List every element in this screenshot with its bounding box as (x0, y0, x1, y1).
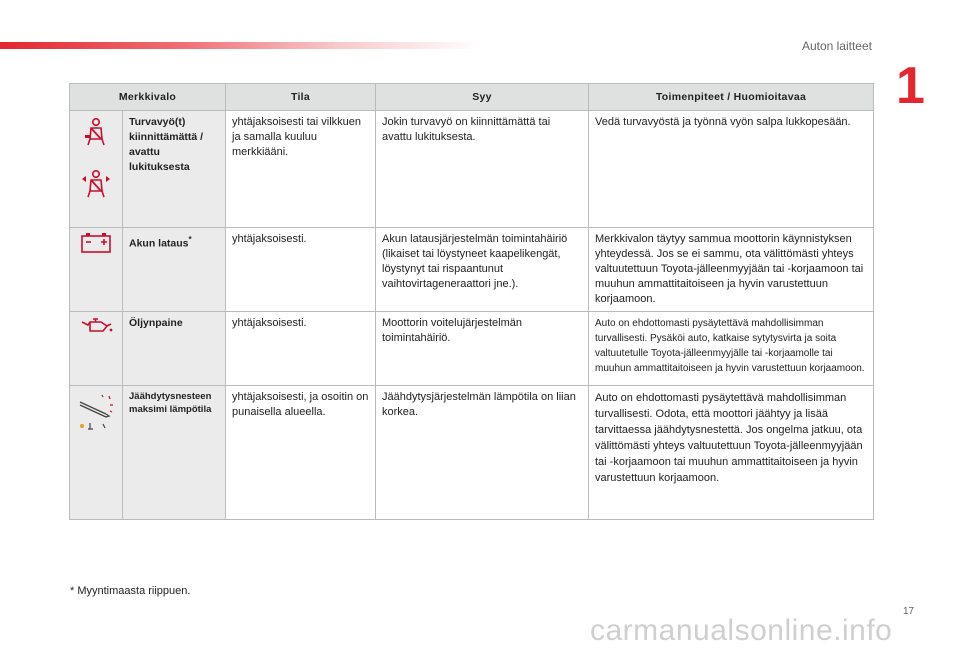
section-title: Auton laitteet (801, 39, 872, 53)
action-cell: Merkkivalon täytyy sammua moottorin käynnistyksen yhteydessä. Jos se ei sammu, ota välittömästi yhteys valtuutettuun Toyota-jälleenmyyjään tai -korjaamoon tai muuhun ammattitaitoiseen ja hyvin varustettuun korjaamoon. (589, 228, 874, 312)
cause-cell: Jokin turvavyö on kiinnittämättä tai avattu lukituksesta. (376, 111, 589, 228)
action-cell: Vedä turvavyöstä ja työnnä vyön salpa lukkopesään. (589, 111, 874, 228)
warning-lights-table (69, 83, 874, 520)
action-cell: Auto on ehdottomasti pysäytettävä mahdollisimman turvallisesti. Odota, että moottori jäähtyy ja lisää tarvittaessa jäähdytysnestettä. Jos ongelma jatkuu, ota välittömästi yhteys valtuutettuun Toyota-jälleenmyyjään tai -korjaamoon tai muuhun ammattitaitoiseen ja hyvin varustettuun korjaamoon. (589, 386, 874, 520)
action-cell: Auto on ehdottomasti pysäytettävä mahdollisimman turvallisesti. Pysäköi auto, katkaise sytytysvirta ja soita valtuutetulle Toyota-jälleenmyyjälle tai -korjaamolle tai muuhun ammattitaitoiseen ja hyvin varustettuun korjaamoon. (589, 312, 874, 386)
state-cell: yhtäjaksoisesti, ja osoitin on punaisella alueella. (226, 386, 376, 520)
warning-name-cell (123, 228, 226, 312)
state-cell: yhtäjaksoisesti. (226, 228, 376, 312)
seatbelt-icon (76, 117, 116, 147)
column-header-cause: Syy (376, 84, 589, 111)
cause-cell: Akun latausjärjestelmän toimintahäiriö (likaiset tai löystyneet kaapelikengät, löystynyt tai rispaantunut vaihtovirtageneraattori jne.). (376, 228, 589, 312)
warning-name: Akun lataus (129, 237, 189, 250)
footnote-marker: * (188, 235, 192, 244)
chapter-number: 1 (896, 57, 925, 115)
state-cell: yhtäjaksoisesti tai vilkkuen ja samalla kuuluu merkkiääni. (226, 111, 376, 228)
table-row (70, 312, 874, 386)
oil-can-icon (76, 316, 116, 336)
cause-cell: Jäähdytysjärjestelmän lämpötila on liian korkea. (376, 386, 589, 520)
warning-name-cell: Öljynpaine (123, 312, 226, 386)
column-header-warning-light: Merkkivalo (70, 84, 226, 111)
column-header-action: Toimenpiteet / Huomioitavaa (589, 84, 874, 111)
header-red-bar (0, 42, 480, 49)
table-header-row (70, 84, 874, 111)
table-row (70, 111, 874, 228)
icon-cell (70, 312, 123, 386)
icon-cell (70, 228, 123, 312)
icon-cell (70, 386, 123, 520)
table-row (70, 386, 874, 520)
page-number: 17 (903, 606, 915, 617)
warning-name-cell: Turvavyö(t) kiinnittämättä / avattu lukituksesta (123, 111, 226, 228)
footnote: * Myyntimaasta riippuen. (70, 585, 191, 597)
coolant-temperature-gauge-icon (76, 392, 116, 432)
table-row (70, 228, 874, 312)
column-header-state: Tila (226, 84, 376, 111)
state-cell: yhtäjaksoisesti. (226, 312, 376, 386)
battery-icon (76, 232, 116, 254)
seatbelt-arrows-icon (76, 169, 116, 199)
watermark: carmanualsonline.info (590, 614, 893, 647)
cause-cell: Moottorin voitelujärjestelmän toimintahäiriö. (376, 312, 589, 386)
icon-cell (70, 111, 123, 228)
warning-name-cell: Jäähdytysnesteen maksimi lämpötila (123, 386, 226, 520)
